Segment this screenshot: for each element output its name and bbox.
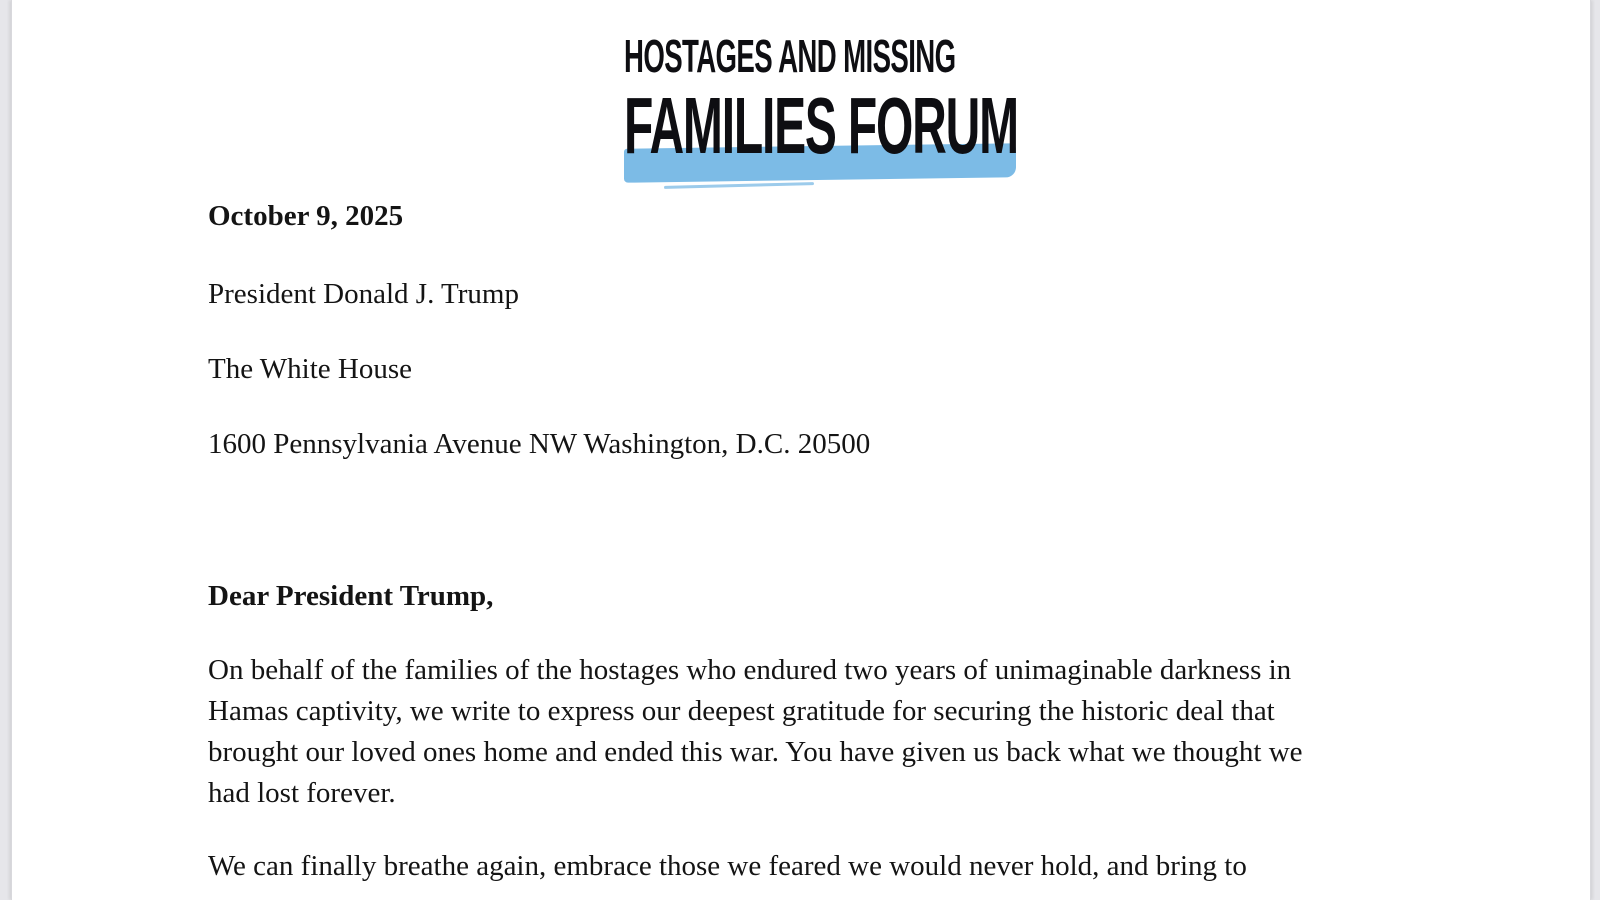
paragraph-2 — [208, 846, 1378, 887]
logo-text-line2: FAMILIES FORUM — [624, 81, 1018, 170]
document-page — [11, 0, 1591, 900]
recipient-address: 1600 Pennsylvania Avenue NW Washington, D.C. 20500 — [208, 428, 871, 460]
recipient-organization: The White House — [208, 353, 413, 385]
paragraph-line: On behalf of the families of the hostages who endured two years of unimaginable darkness in — [208, 654, 1292, 686]
paragraph-line: We can finally breathe again, embrace those we feared we would never hold, and bring to — [208, 850, 1247, 882]
organization-logo — [624, 28, 1019, 193]
paragraph-line: Hamas captivity, we write to express our deepest gratitude for securing the historic deal that — [208, 695, 1275, 727]
paragraph-line: had lost forever. — [208, 777, 396, 809]
logo-brush-tail — [664, 182, 814, 189]
logo-text-line1: HOSTAGES AND MISSING — [624, 30, 956, 82]
salutation: Dear President Trump, — [208, 580, 494, 612]
letter-date: October 9, 2025 — [208, 200, 404, 232]
paragraph-line: brought our loved ones home and ended this war. You have given us back what we thought we — [208, 736, 1303, 768]
paragraph-1 — [208, 650, 1378, 814]
recipient-name: President Donald J. Trump — [208, 278, 519, 310]
